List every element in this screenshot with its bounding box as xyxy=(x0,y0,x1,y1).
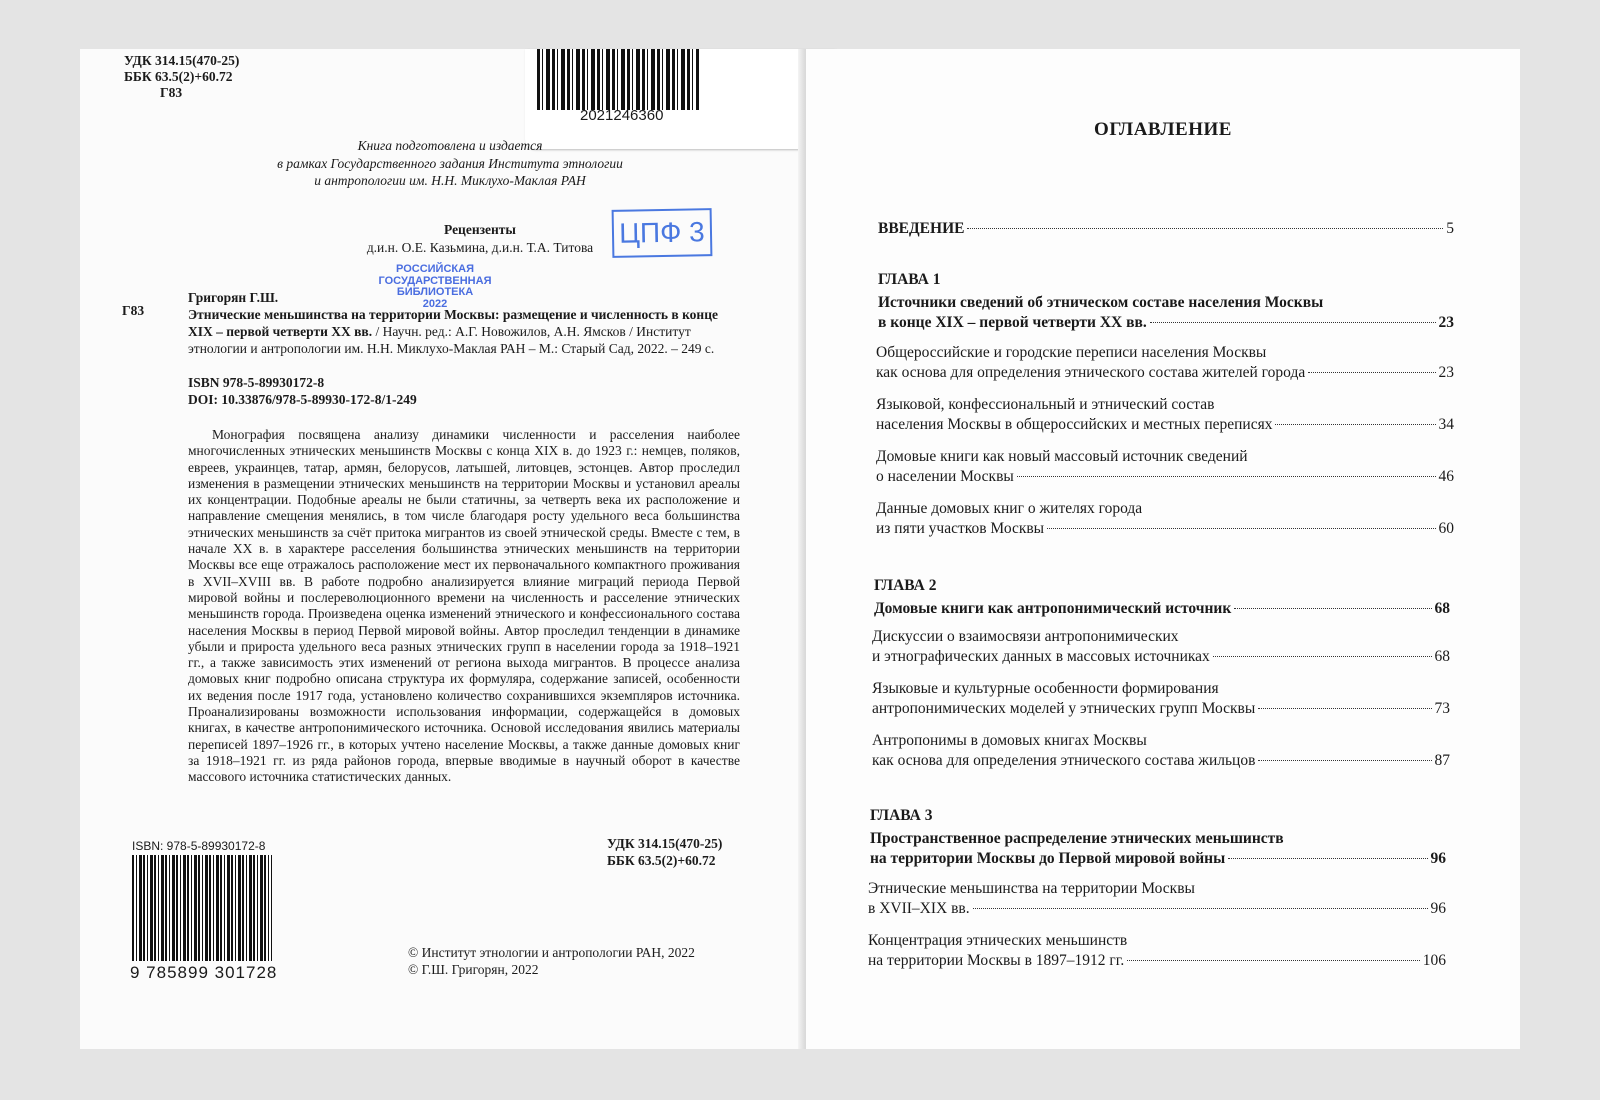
entry-text: Языковые и культурные особенности формирования xyxy=(872,680,1219,697)
toc-line xyxy=(872,699,1450,719)
toc-line xyxy=(872,679,1450,699)
dot-leader xyxy=(967,228,1443,229)
classification-codes-bottom xyxy=(607,835,722,869)
toc-line xyxy=(872,751,1450,771)
stamp-line: РОССИЙСКАЯ xyxy=(396,263,474,275)
toc-line xyxy=(876,395,1454,415)
entry-text: как основа для определения этнического состава жителей города xyxy=(876,364,1306,381)
entry-text: в конце XIX – первой четверти XX вв. xyxy=(878,314,1147,331)
bbk-code: ББК 63.5(2)+60.72 xyxy=(607,853,716,868)
book-title: Этнические меньшинства на территории Москвы: размещение и численность в конце XIX – первой четверти XX вв. xyxy=(188,307,718,339)
toc-line xyxy=(868,899,1446,919)
entry-text: Пространственное распределение этнических меньшинств xyxy=(870,830,1284,847)
copyright xyxy=(408,944,695,978)
entry-text: Источники сведений об этническом составе населения Москвы xyxy=(878,294,1324,311)
barcode-bars xyxy=(537,49,699,110)
page-number: 87 xyxy=(1434,752,1450,769)
page-number: 23 xyxy=(1438,314,1454,331)
note-line: в рамках Государственного задания Института этнологии xyxy=(277,155,623,171)
reviewers-heading: Рецензенты xyxy=(444,222,516,237)
reviewers-names: д.и.н. О.Е. Казьмина, д.и.н. Т.А. Титова xyxy=(366,240,594,255)
isbn: ISBN 978-5-89930172-8 xyxy=(188,375,325,390)
page-number: 46 xyxy=(1438,468,1454,485)
toc-line xyxy=(868,951,1446,971)
toc-line xyxy=(868,879,1446,899)
author: Григорян Г.Ш. xyxy=(188,290,279,305)
entry-text: о населении Москвы xyxy=(876,468,1014,485)
left-page xyxy=(80,49,806,1049)
toc-title: ОГЛАВЛЕНИЕ xyxy=(1094,119,1232,140)
toc-line xyxy=(870,829,1446,849)
dot-leader xyxy=(1275,424,1435,425)
right-page xyxy=(806,49,1520,1049)
chapter-label: ГЛАВА 1 xyxy=(878,271,941,288)
entry-text: как основа для определения этнического состава жильцов xyxy=(872,752,1256,769)
entry-text: Общероссийские и городские переписи населения Москвы xyxy=(876,344,1267,361)
shelf-code: Г83 xyxy=(122,303,145,318)
toc-line xyxy=(876,343,1454,363)
udk-code: УДК 314.15(470-25) xyxy=(124,53,240,68)
chapter-label: ГЛАВА 2 xyxy=(874,577,937,594)
library-barcode-sticker xyxy=(525,49,835,149)
page-number: 68 xyxy=(1434,600,1450,617)
isbn-barcode-label: ISBN: 978-5-89930172-8 xyxy=(132,839,266,853)
toc-entry xyxy=(868,879,1446,919)
toc-line xyxy=(876,519,1454,539)
entry-text: Этнические меньшинства на территории Москвы xyxy=(868,880,1195,897)
toc-line xyxy=(878,219,1454,239)
funding-note xyxy=(240,137,660,190)
toc-line xyxy=(872,627,1450,647)
classification-codes xyxy=(124,53,239,101)
toc-line xyxy=(872,647,1450,667)
entry-text: Концентрация этнических меньшинств xyxy=(868,932,1128,949)
toc-entry xyxy=(872,731,1450,771)
toc-entry xyxy=(876,447,1454,487)
entry-text: на территории Москвы в 1897–1912 гг. xyxy=(868,952,1125,969)
chapter-label: ГЛАВА 3 xyxy=(870,807,933,824)
toc-line xyxy=(872,731,1450,751)
entry-text: из пяти участков Москвы xyxy=(876,520,1045,537)
entry-text: ВВЕДЕНИЕ xyxy=(878,220,965,237)
isbn-barcode xyxy=(132,855,272,970)
entry-text: в XVII–XIX вв. xyxy=(868,900,970,917)
stamp-line: 2022 xyxy=(422,297,448,310)
dot-leader xyxy=(1258,760,1431,761)
toc-entry xyxy=(878,293,1454,333)
toc-line xyxy=(878,313,1454,333)
page-number: 60 xyxy=(1438,520,1454,537)
page-number: 96 xyxy=(1430,850,1446,867)
bibliographic-record xyxy=(188,286,740,357)
entry-text: Языковой, конфессиональный и этнический состав xyxy=(876,396,1215,413)
dot-leader xyxy=(1017,476,1436,477)
udk-code: УДК 314.15(470-25) xyxy=(607,836,723,851)
toc-line xyxy=(878,293,1454,313)
toc-entry xyxy=(868,931,1446,971)
bbk-code: ББК 63.5(2)+60.72 xyxy=(124,69,233,84)
page-number: 23 xyxy=(1438,364,1454,381)
toc-entry xyxy=(872,679,1450,719)
entry-text: антропонимических моделей у этнических групп Москвы xyxy=(872,700,1256,717)
entry-text: населения Москвы в общероссийских и местных переписях xyxy=(876,416,1273,433)
dot-leader xyxy=(1228,858,1427,859)
entry-text: Домовые книги как антропонимический источник xyxy=(874,600,1232,617)
entry-text: Антропонимы в домовых книгах Москвы xyxy=(872,732,1147,749)
author-mark: Г83 xyxy=(160,85,183,100)
toc-line xyxy=(876,467,1454,487)
toc-entry xyxy=(876,395,1454,435)
identifiers xyxy=(188,374,417,408)
dot-leader xyxy=(1150,322,1436,323)
toc-line xyxy=(876,363,1454,383)
page-number: 96 xyxy=(1430,900,1446,917)
bib-details: / Научн. ред.: А.Г. Новожилов, А.Н. Ямсков / Институт этнологии и антропологии им. Н.Н. Миклухо-Маклая РАН – М.: Старый Сад, 2022. – 249 с. xyxy=(188,324,715,356)
doi: DOI: 10.33876/978-5-89930-172-8/1-249 xyxy=(188,392,417,407)
toc-entry xyxy=(876,499,1454,539)
copyright-line: © Г.Ш. Григорян, 2022 xyxy=(408,962,539,977)
toc-line xyxy=(870,849,1446,869)
entry-text: на территории Москвы до Первой мировой войны xyxy=(870,850,1226,867)
dot-leader xyxy=(1047,528,1435,529)
dot-leader xyxy=(1234,608,1431,609)
toc-line xyxy=(876,447,1454,467)
page-number: 73 xyxy=(1434,700,1450,717)
toc-line xyxy=(876,499,1454,519)
stamp-line: БИБЛИОТЕКА xyxy=(396,286,474,298)
note-line: Книга подготовлена и издается xyxy=(357,138,543,153)
abstract: Монография посвящена анализу динамики численности и расселения наиболее многочисленных этнических меньшинств Москвы с конца XIX в. до 1923 г.: немцев, поляков, евреев, украинцев, татар, армян, белорусов, латышей, литовцев, эстонцев. Автор проследил изменения в размещении этнических меньшинств на территории Москвы и установил ареалы их концентрации. Подобные ареалы не были статичны, за четверть века их расположение и направление смещения менялись, в том числе благодаря росту удельного веса большинства этнических меньшинств за счёт притока мигрантов из своей этнической среды. Вместе с тем, в начале XX в. в характере расселения большинства этнических меньшинств на территории Москвы все еще отражалось расположение мест их первоначального компактного проживания в XVII–XVIII вв. В работе подробно анализируется влияние миграций периода Первой мировой войны и послереволюционного времени на численность и расселение этнических меньшинств города. Произведена оценка изменений этнического и конфессионального состава населения Москвы в период Первой мировой войны. Автор проследил тенденции в динамике убыли и прироста удельного веса разных этнических групп в населении города за 1918–1921 гг., а также зависимость этих изменений от региона выхода мигрантов. В процессе анализа домовых книг подробно описана структура их формуляра, содержание записей, особенности их ведения после 1917 года, установлено количество сохранившихся экземпляров источника. Проанализированы возможности использования информации, содержащейся в домовых книгах, в качестве антропонимического источника. Основой исследования явились материалы переписей 1897–1926 гг., в которых учтено население Москвы, а также данные домовых книг за 1918–1921 гг. из ряда районов города, впервые вводимые в научный оборот в качестве массового источника статистических данных. xyxy=(188,427,740,785)
toc-entry xyxy=(874,599,1450,619)
note-line: и антропологии им. Н.Н. Миклухо-Маклая РАН xyxy=(314,173,586,188)
page-number: 5 xyxy=(1446,220,1454,237)
barcode-number: 2021246360 xyxy=(580,107,664,124)
cpf-stamp: ЦПФ 3 xyxy=(612,208,713,258)
page-number: 106 xyxy=(1422,952,1446,969)
toc-line xyxy=(868,931,1446,951)
entry-text: Дискуссии о взаимосвязи антропонимических xyxy=(872,628,1179,645)
toc-entry xyxy=(870,829,1446,869)
toc-entry-intro xyxy=(878,219,1454,239)
toc-entry xyxy=(876,343,1454,383)
ean-number: 9 785899 301728 xyxy=(130,963,278,982)
toc-line xyxy=(876,415,1454,435)
dot-leader xyxy=(1213,656,1432,657)
dot-leader xyxy=(1308,372,1435,373)
dot-leader xyxy=(1258,708,1431,709)
entry-text: Домовые книги как новый массовый источник сведений xyxy=(876,448,1248,465)
dot-leader xyxy=(973,908,1428,909)
stamp-line: ГОСУДАРСТВЕННАЯ xyxy=(378,274,492,287)
entry-text: и этнографических данных в массовых источниках xyxy=(872,648,1210,665)
page-number: 68 xyxy=(1434,648,1450,665)
copyright-line: © Институт этнологии и антропологии РАН, 2022 xyxy=(408,945,695,960)
toc-line xyxy=(874,599,1450,619)
entry-text: Данные домовых книг о жителях города xyxy=(876,500,1143,517)
toc-entry xyxy=(872,627,1450,667)
page-number: 34 xyxy=(1438,416,1454,433)
dot-leader xyxy=(1127,960,1420,961)
